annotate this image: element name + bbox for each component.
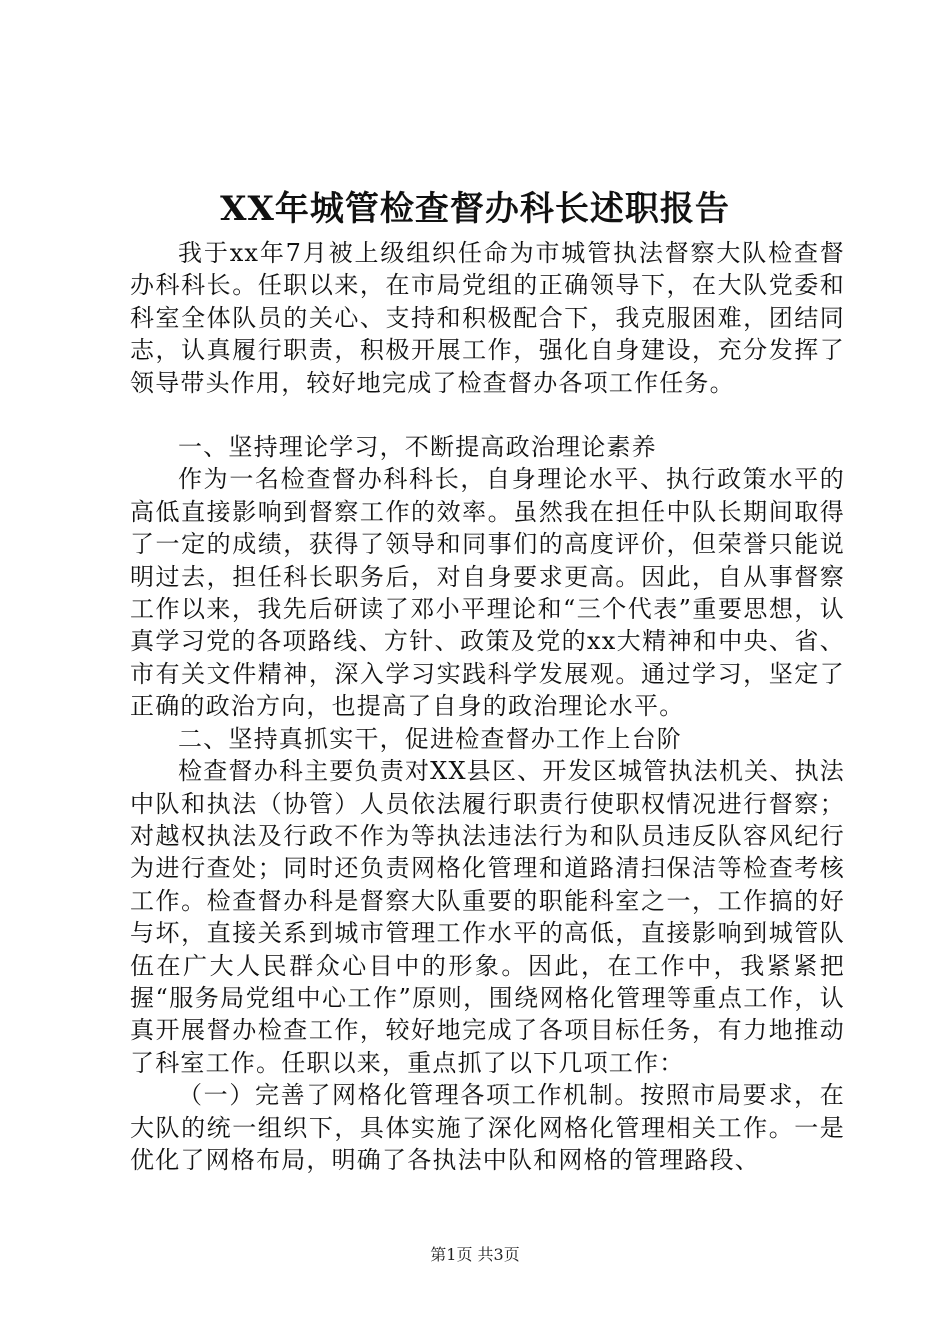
section-2-paragraph: 检查督办科主要负责对XX县区、开发区城管执法机关、执法中队和执法（协管）人员依法履行职责行使职权情况进行督察；对越权执法及行政不作为等执法违法行为和队员违反队容风纪行为进行查处；同时还负责网格化管理和道路清扫保洁等检查考核工作。检查督办科是督察大队重要的职能科室之一，工作搞的好与坏，直接关系到城市管理工作水平的高低，直接影响到城管队伍在广大人民群众心目中的形象。因此，在工作中，我紧紧把握“服务局党组中心工作”原则，围绕网格化管理等重点工作，认真开展督办检查工作，较好地完成了各项目标任务，有力地推动了科室工作。任职以来，重点抓了以下几项工作： [130,757,845,1077]
page-footer: 第1页 共3页 [430,1245,520,1264]
section-heading-2: 二、坚持真抓实干，促进检查督办工作上台阶 [178,724,682,753]
document-title: XX年城管检查督办科长述职报告 [220,189,730,229]
section-heading-1: 一、坚持理论学习，不断提高政治理论素养 [178,433,657,462]
document-body [130,237,845,1176]
intro-paragraph: 我于xx年7月被上级组织任命为市城管执法督察大队检查督办科科长。任职以来，在市局党组的正确领导下，在大队党委和科室全体队员的关心、支持和积极配合下，我克服困难，团结同志，认真履行职责，积极开展工作，强化自身建设，充分发挥了领导带头作用，较好地完成了检查督办各项工作任务。 [130,239,845,397]
subsection-1-paragraph: （一）完善了网格化管理各项工作机制。按照市局要求，在大队的统一组织下，具体实施了深化网格化管理相关工作。一是优化了网格布局，明确了各执法中队和网格的管理路段、 [130,1081,845,1174]
section-1-paragraph: 作为一名检查督办科科长，自身理论水平、执行政策水平的高低直接影响到督察工作的效率。虽然我在担任中队长期间取得了一定的成绩，获得了领导和同事们的高度评价，但荣誉只能说明过去，担任科长职务后，对自身要求更高。因此，自从事督察工作以来，我先后研读了邓小平理论和“三个代表”重要思想，认真学习党的各项路线、方针、政策及党的xx大精神和中央、省、市有关文件精神，深入学习实践科学发展观。通过学习，坚定了正确的政治方向，也提高了自身的政治理论水平。 [130,465,845,721]
